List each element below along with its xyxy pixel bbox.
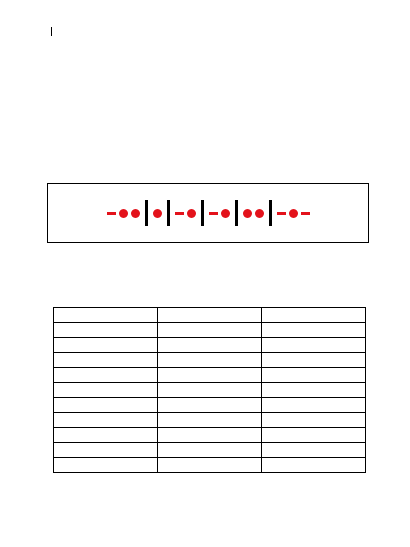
morse-letter-cell (262, 428, 366, 443)
morse-dot (221, 209, 230, 218)
morse-dot (119, 209, 128, 218)
morse-letter-cell (158, 413, 262, 428)
morse-letter-cell (54, 398, 158, 413)
morse-dash (107, 212, 116, 215)
morse-letter (170, 209, 201, 218)
table-row (54, 398, 366, 413)
morse-letter-cell (158, 308, 262, 323)
morse-letter-cell (54, 383, 158, 398)
morse-dot (289, 209, 298, 218)
morse-dot (131, 209, 140, 218)
morse-letter-cell (262, 338, 366, 353)
morse-letter-cell (158, 338, 262, 353)
morse-letter-cell (158, 428, 262, 443)
morse-letter (102, 209, 145, 218)
table-row (54, 443, 366, 458)
morse-cipher (48, 184, 368, 242)
morse-letter-cell (54, 353, 158, 368)
border-bottom (0, 529, 410, 547)
table-row (54, 323, 366, 338)
morse-dot (153, 209, 162, 218)
morse-letter-cell (54, 458, 158, 473)
morse-letter-cell (158, 353, 262, 368)
morse-letter-cell (262, 413, 366, 428)
morse-letter-cell (54, 443, 158, 458)
morse-letter-cell (262, 383, 366, 398)
morse-letter-cell (54, 338, 158, 353)
morse-dot (255, 209, 264, 218)
morse-dash (175, 212, 184, 215)
morse-letter-cell (262, 458, 366, 473)
morse-letter-cell (262, 368, 366, 383)
table-row (54, 428, 366, 443)
morse-letter-cell (54, 428, 158, 443)
table-row (54, 353, 366, 368)
morse-dot (243, 209, 252, 218)
morse-letter (148, 209, 167, 218)
morse-letter-cell (262, 323, 366, 338)
morse-letter-cell (158, 398, 262, 413)
border-right (388, 0, 410, 547)
morse-letter-cell (262, 353, 366, 368)
text-cursor (51, 27, 52, 36)
morse-letter-cell (158, 323, 262, 338)
morse-letter-cell (158, 383, 262, 398)
morse-letter-cell (158, 368, 262, 383)
morse-letter-cell (262, 443, 366, 458)
morse-dot (187, 209, 196, 218)
morse-dash (209, 212, 218, 215)
table-row (54, 368, 366, 383)
table-row (54, 383, 366, 398)
morse-letter-cell (158, 458, 262, 473)
morse-alphabet-table (53, 307, 366, 473)
morse-letter-cell (158, 443, 262, 458)
border-top (0, 0, 410, 18)
morse-letter-cell (54, 413, 158, 428)
morse-dash (277, 212, 286, 215)
border-left (0, 0, 22, 547)
morse-letter-cell (262, 398, 366, 413)
table-row (54, 458, 366, 473)
table-row (54, 308, 366, 323)
table-row (54, 413, 366, 428)
morse-letter-cell (262, 308, 366, 323)
morse-letter (272, 209, 315, 218)
morse-letter (204, 209, 235, 218)
morse-letter (238, 209, 269, 218)
table-row (54, 338, 366, 353)
morse-cipher-box (47, 183, 369, 243)
morse-dash (301, 212, 310, 215)
morse-letter-cell (54, 368, 158, 383)
morse-letter-cell (54, 308, 158, 323)
morse-letter-cell (54, 323, 158, 338)
